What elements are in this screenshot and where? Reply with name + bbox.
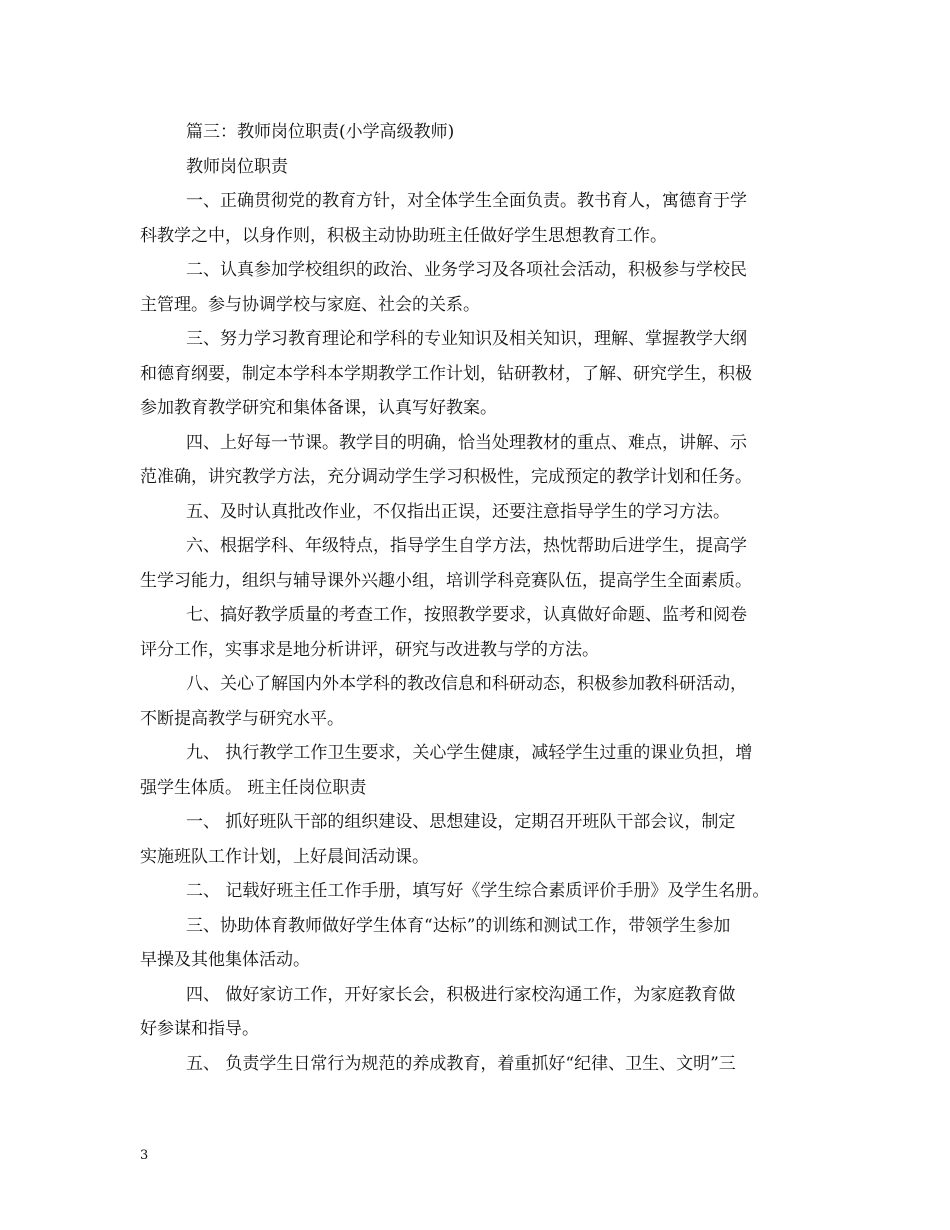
text-line: 早操及其他集体活动。 [140,950,310,970]
text-line: 二、 记载好班主任工作手册，填写好《学生综合素质评价手册》及学生名册。 [186,881,770,901]
text-line: 不断提高教学与研究水平。 [140,708,344,729]
text-line: 四、 做好家访工作，开好家长会，积极进行家校沟通工作，为家庭教育做 [186,984,736,1005]
text-line: 九、 执行教学工作卫生要求，关心学生健康，减轻学生过重的课业负担，增 [186,743,753,763]
text-line: 六、根据学科、年级特点，指导学生自学方法，热忱帮助后进学生，提高学 [186,536,747,556]
text-line: 四、上好每一节课。教学目的明确，恰当处理教材的重点、难点，讲解、示 [186,432,747,453]
page-number: 3 [140,1148,149,1163]
text-line: 科教学之中，以身作则，积极主动协助班主任做好学生思想教育工作。 [140,225,667,246]
text-line: 教师岗位职责 [186,156,288,177]
text-line: 评分工作，实事求是地分析讲评，研究与改进教与学的方法。 [140,639,599,660]
text-line: 范准确，讲究教学方法，充分调动学生学习积极性，完成预定的教学计划和任务。 [140,467,752,487]
text-line: 五、 负责学生日常行为规范的养成教育，着重抓好“纪律、卫生、文明”三 [186,1053,736,1074]
text-line: 三、努力学习教育理论和学科的专业知识及相关知识，理解、掌握教学大纲 [186,329,747,349]
text-line: 一、 抓好班队干部的组织建设、思想建设，定期召开班队干部会议，制定 [186,812,736,832]
text-line: 篇三：教师岗位职责(小学高级教师) [186,122,455,142]
text-line: 一、正确贯彻党的教育方针，对全体学生全面负责。教书育人，寓德育于学 [186,191,747,211]
text-line: 实施班队工作计划，上好晨间活动课。 [140,846,429,867]
text-line: 二、认真参加学校组织的政治、业务学习及各项社会活动，积极参与学校民 [186,260,747,280]
text-line: 八、关心了解国内外本学科的教改信息和科研动态，积极参加教科研活动， [186,674,747,694]
text-line: 三、协助体育教师做好学生体育“达标”的训练和测试工作，带领学生参加 [186,915,731,936]
text-line: 强学生体质。 班主任岗位职责 [140,777,367,798]
text-line: 生学习能力，组织与辅导课外兴趣小组，培训学科竞赛队伍，提高学生全面素质。 [140,570,752,591]
text-line: 好参谋和指导。 [140,1019,259,1039]
text-line: 七、搞好教学质量的考查工作，按照教学要求，认真做好命题、监考和阅卷 [186,605,747,625]
text-line: 五、及时认真批改作业，不仅指出正误，还要注意指导学生的学习方法。 [186,501,730,522]
document-body [140,115,812,1081]
text-line: 主管理。参与协调学校与家庭、社会的关系。 [140,294,480,315]
text-line: 参加教育教学研究和集体备课，认真写好教案。 [140,398,497,418]
text-line: 和德育纲要，制定本学科本学期教学工作计划，钻研教材，了解、研究学生，积极 [140,363,752,384]
